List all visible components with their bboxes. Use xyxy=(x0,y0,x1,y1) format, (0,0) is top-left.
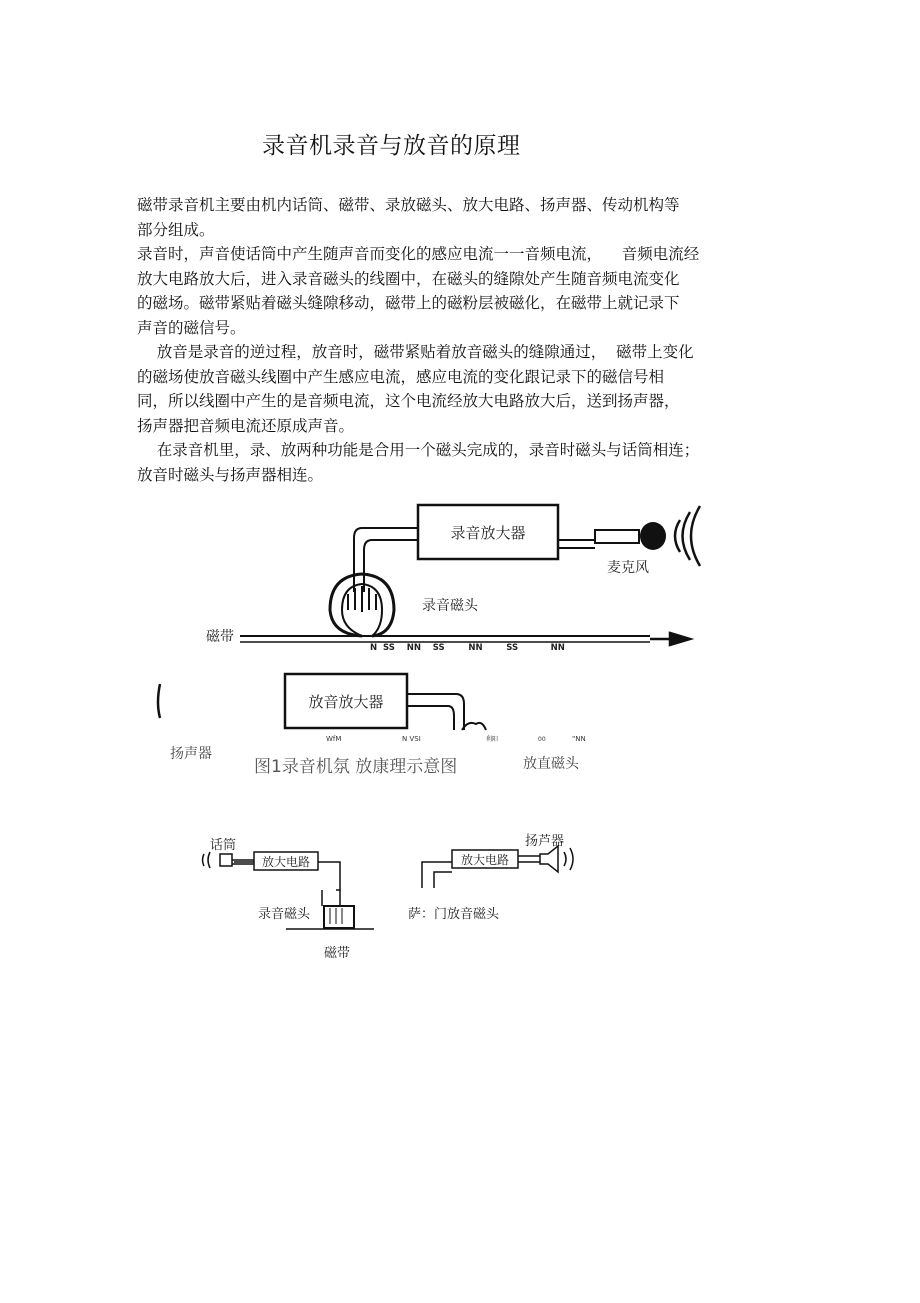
amp-label-left: 放大电路 xyxy=(261,855,311,869)
paragraph-line: 同，所以线圈中产生的是音频电流，这个电流经放大电路放大后，送到扬声器， xyxy=(137,392,680,410)
microphone-handle xyxy=(595,530,639,543)
play-amplifier-label: 放音放大器 xyxy=(308,693,384,711)
paragraph-line: 部分组成。 xyxy=(137,220,215,239)
bottom-mark: 00 xyxy=(538,736,546,743)
bottom-mark: 利阳 xyxy=(486,736,499,743)
mic-icon xyxy=(220,854,232,866)
tape-label: 磁带 xyxy=(206,629,234,645)
paragraph-line: 放大电路放大后，进入录音磁头的线圈中，在磁头的缝隙处产生随音频电流变化 xyxy=(137,269,680,288)
sound-wave-icon xyxy=(564,848,573,870)
paragraph-line: 的磁场。磁带紧贴着磁头缝隙移动，磁带上的磁粉层被磁化，在磁带上就记录下 xyxy=(137,294,680,312)
mic-label: 话筒 xyxy=(210,838,237,853)
record-head-small-label: 录音磁头 xyxy=(258,907,311,922)
tape-direction-arrow xyxy=(650,633,690,645)
speaker-label: 扬声器 xyxy=(170,746,212,762)
microphone-icon xyxy=(640,522,666,550)
speaker-icon xyxy=(540,846,558,872)
figure-2-diagram xyxy=(190,826,590,966)
paragraph-line: 扬声器把音频电流还原成声音。 xyxy=(137,416,355,435)
page-title: 录音机录音与放音的原理 xyxy=(262,133,521,159)
body-text xyxy=(137,193,777,487)
record-head-small xyxy=(324,906,354,928)
speaker-small-label: 扬芦器 xyxy=(525,834,565,849)
play-head xyxy=(462,723,486,730)
play-head-small-label: 萨：门放音磁头 xyxy=(408,907,500,922)
play-head-label: 放直磁头 xyxy=(523,756,579,772)
paragraph-line: 声音的磁信号。 xyxy=(137,318,246,337)
record-head-label: 录音磁头 xyxy=(422,598,478,614)
bottom-mark: WfM xyxy=(326,735,342,743)
sound-wave-icon xyxy=(675,506,700,566)
paragraph-line: 放音是录音的逆过程，放音时，磁带紧贴着放音磁头的缝隙通过， 磁带上变化 xyxy=(137,343,694,361)
tape-magnetic-marks: N SS NN SS NN SS NN xyxy=(370,643,565,653)
figure-1-caption: 图1录音机氛 放康理示意图 xyxy=(254,757,458,777)
sound-wave-icon xyxy=(203,852,211,868)
paragraph-line: 磁带录音机主要由机内话筒、磁带、录放磁头、放大电路、扬声器、传动机构等 xyxy=(137,196,680,214)
paragraph-line: 录音时，声音使话筒中产生随声音而变化的感应电流一一音频电流， 音频电流经 xyxy=(137,245,700,263)
bottom-mark: N VSI xyxy=(402,735,421,743)
amp-label-right: 放大电路 xyxy=(460,853,510,867)
figure-1-diagram xyxy=(150,498,720,788)
paragraph-line: 放音时磁头与扬声器相连。 xyxy=(137,465,324,484)
record-amplifier-label: 录音放大器 xyxy=(450,524,526,542)
paragraph-line: 在录音机里，录、放两种功能是合用一个磁头完成的，录音时磁头与话筒相连； xyxy=(137,441,700,459)
microphone-label: 麦克风 xyxy=(607,560,649,576)
tape-small-label: 磁带 xyxy=(324,946,351,961)
paragraph-line: 的磁场使放音磁头线圈中产生感应电流，感应电流的变化跟记录下的磁信号相 xyxy=(137,367,665,386)
bottom-mark: "NN xyxy=(572,735,586,743)
